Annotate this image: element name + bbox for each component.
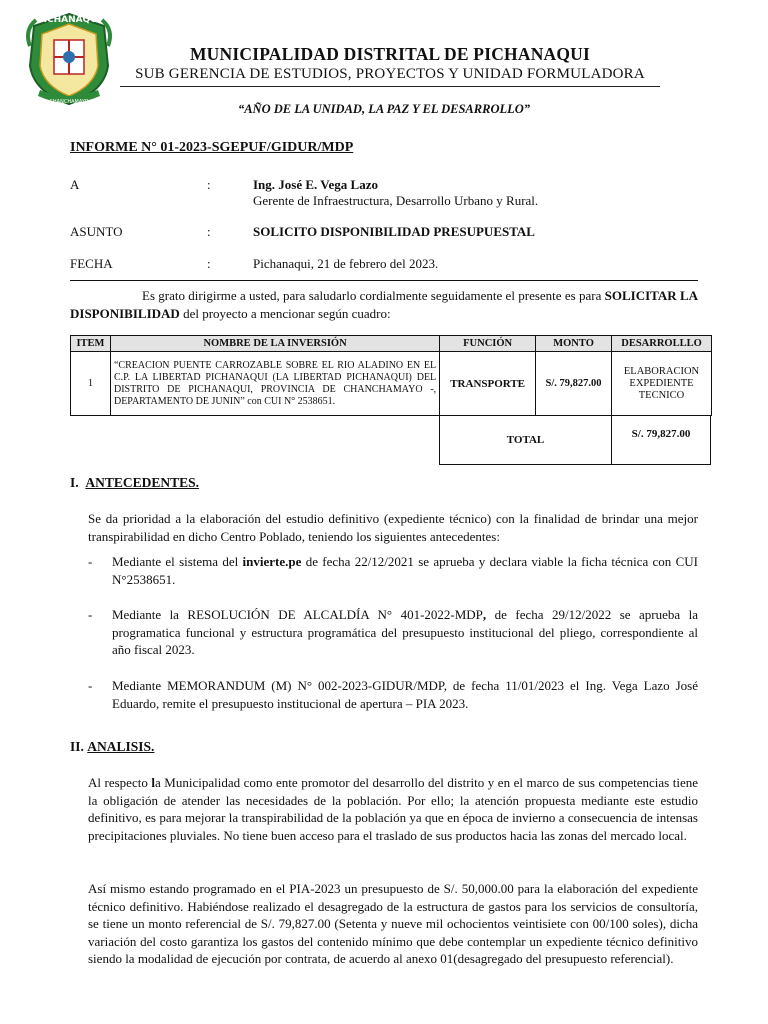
col-header-item: ITEM [71,336,111,352]
section-number: I. [70,475,79,490]
list-item [88,553,698,588]
table-row [71,352,712,416]
date-label: FECHA [70,256,113,271]
intro-bold: SOLICITAR LA DISPONIBILIDAD [70,288,698,321]
date-value: Pichanaqui, 21 de febrero del 2023. [253,256,439,271]
intro-line-1: Es grato dirigirme a usted, para saludarlo cordialmente seguidamente el presente es para [142,288,602,303]
section-analisis-heading [70,739,154,755]
intro-rest: del proyecto a mencionar según cuadro: [179,305,391,321]
section-antecedentes-heading [70,475,199,491]
logo-bottom-text: CHANCHAMAYO [49,99,89,105]
bullet-text: Mediante la RESOLUCIÓN DE ALCALDÍA N° 401-2022-MDP [112,607,483,622]
analisis-paragraph-1 [88,774,698,844]
bullet-text: Mediante el sistema del [112,554,243,569]
bullet-dash: - [88,554,93,569]
colon: : [207,177,211,192]
bullet-text: de fecha 22/12/2021 se aprueba y declara viable la ficha técnica con CUI N°2538651. [112,554,698,587]
section-title: ANALISIS. [87,739,155,754]
intro-paragraph [70,287,698,322]
header-title: MUNICIPALIDAD DISTRITAL DE PICHANAQUI [189,44,591,64]
addressee-role: Gerente de Infraestructura, Desarrollo Urbano y Rural. [253,193,539,208]
paragraph-text: Al respecto [88,775,152,790]
table-header-row [71,336,712,352]
section-title: ANTECEDENTES. [85,475,200,490]
investment-table [70,335,712,416]
bullet-dash: - [88,678,93,693]
col-header-name: NOMBRE DE LA INVERSIÓN [110,336,439,352]
subject-label: ASUNTO [70,224,123,239]
colon: : [207,224,211,239]
cell-item: 1 [71,352,111,416]
bullet-bold: , [482,607,487,622]
header-subtitle: SUB GERENCIA DE ESTUDIOS, PROYECTOS Y UNIDAD FORMULADORA [135,66,645,82]
col-header-amount: MONTO [536,336,612,352]
antecedentes-intro: Se da prioridad a la elaboración del estudio definitivo (expediente técnico) con la finalidad de brindar una mejor transpirabilidad en dicho Centro Poblado, teniendo los siguientes antecedentes: [88,511,698,544]
logo-top-text: PICHANAQUI [37,15,101,25]
subject-value: SOLICITO DISPONIBILIDAD PRESUPUESTAL [253,224,535,239]
section-number: II. [70,739,84,754]
municipal-logo [24,10,114,108]
header-divider [120,86,660,87]
cell-amount: S/. 79,827.00 [536,352,612,416]
cell-function: TRANSPORTE [440,352,536,416]
bullet-dash: - [88,607,93,622]
section-rule [70,280,698,281]
bullet-text: Mediante MEMORANDUM (M) N° 002-2023-GIDUR/MDP, de fecha 11/01/2023 el Ing. Vega Lazo José Eduardo, remite el presupuesto institucional de apertura – PIA 2023. [112,678,698,711]
list-item [88,677,698,712]
report-number: INFORME N° 01-2023-SGEPUF/GIDUR/MDP [70,140,354,155]
total-value: S/. 79,827.00 [611,415,711,465]
addressee-label: A [70,177,80,192]
cell-development: ELABORACION EXPEDIENTE TECNICO [612,352,712,416]
col-header-development: DESARROLLLO [612,336,712,352]
paragraph-text: a Municipalidad como ente promotor del desarrollo del distrito y en el marco de sus competencias tiene la obligación de atender las necesidades de la población. Por ello; la atención propuesta mediante este estudio definitivo, es para mejorar la transpirabilidad de la población ya que en época de invierno a consecuencia de intensas precipitaciones pluviales. No tiene buen acceso para el traslado de sus productos hacia las zonas del mercado local. [88,775,698,843]
cell-investment-name: “CREACION PUENTE CARROZABLE SOBRE EL RIO ALADINO EN EL C.P. LA LIBERTAD PICHANAQUI (LA LIBERTAD PICHANAQUI) DEL DISTRITO DE PICHANAQUI, PROVINCIA DE CHANCHAMAYO -, DEPARTAMENTO DE JUNIN” con CUI N° 2538651. [110,352,439,416]
total-label: TOTAL [439,415,612,465]
total-box [439,415,711,465]
paragraph-bold: l [151,775,155,790]
analisis-paragraph-2: Así mismo estando programado en el PIA-2023 un presupuesto de S/. 50,000.00 para la elaboración del expediente técnico definitivo. Habiéndose realizado el desagregado de la estructura de gastos para los servicios de consultoría, se tiene un monto referencial de S/. 79,827.00 (Setenta y nueve mil ochocientos veintisiete con 00/100 soles), dicha variación del costo garantiza los gastos del contenido mínimo que debe contemplar un expediente técnico definitivo siendo la modalidad de ejecución por contrata, de acuerdo al anexo 01(desagregado del presupuesto referencial). [88,881,698,966]
list-item [88,606,698,659]
col-header-function: FUNCIÓN [440,336,536,352]
year-motto: “AÑO DE LA UNIDAD, LA PAZ Y EL DESARROLLO” [237,102,531,116]
bullet-text: de fecha 29/12/2022 se aprueba la programatica funcional y estructura programática del presupuesto institucional del pliego, correspondiente al año fiscal 2023. [112,607,699,657]
colon: : [207,256,211,271]
addressee-name: Ing. José E. Vega Lazo [253,177,378,192]
bullet-bold: invierte.pe [242,554,302,569]
